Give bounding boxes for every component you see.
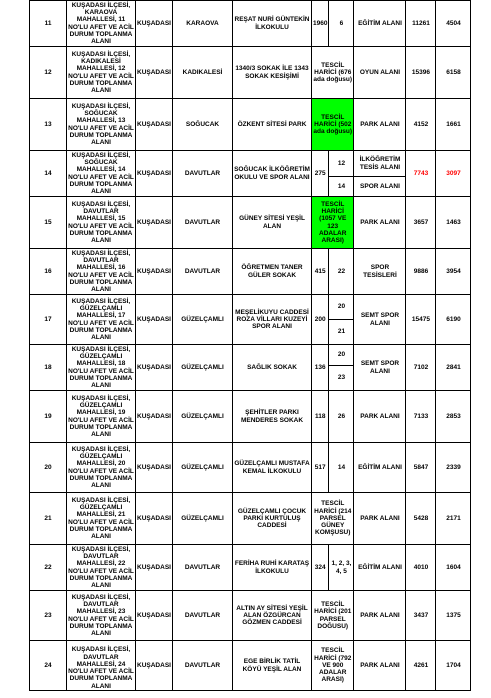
row-number: 19 xyxy=(30,391,67,443)
area-type: PARK ALANI xyxy=(354,493,406,545)
district: KUŞADASI xyxy=(136,47,173,99)
location: GÜZELÇAMLI MUSTAFA KEMAL İLKOKULU xyxy=(233,443,312,493)
district: KUŞADASI xyxy=(136,545,173,591)
neighborhood: KADIKALESİ xyxy=(173,47,233,99)
usable-area: 2171 xyxy=(436,493,471,545)
total-area: 3657 xyxy=(406,197,436,249)
area-name: KUŞADASI İLÇESİ, DAVUTLAR MAHALLESİ, 15 NO'LU AFET VE ACİL DURUM TOPLANMA ALANI xyxy=(67,197,136,249)
parcel: 22 xyxy=(329,249,354,295)
area-type: PARK ALANI xyxy=(354,99,406,151)
area-name: KUŞADASI İLÇESİ, DAVUTLAR MAHALLESİ, 22 NO'LU AFET VE ACİL DURUM TOPLANMA ALANI xyxy=(68,545,134,590)
usable-area: 2339 xyxy=(436,443,471,493)
block: 517 xyxy=(312,443,329,493)
neighborhood: DAVUTLAR xyxy=(173,545,233,591)
usable-area: 6158 xyxy=(436,47,471,99)
district: KUŞADASI xyxy=(136,295,173,345)
table-row xyxy=(30,641,471,691)
total-area: 4152 xyxy=(406,99,436,151)
registration-note: TESCİL HARİCİ (676 ada doğusu) xyxy=(312,47,354,99)
neighborhood: GÜZELÇAMLI xyxy=(173,345,233,391)
usable-area: 2841 xyxy=(436,345,471,391)
table-row xyxy=(30,443,471,493)
total-area: 7102 xyxy=(406,345,436,391)
total-area: 9886 xyxy=(406,249,436,295)
row-number: 12 xyxy=(30,47,67,99)
location: MEŞELİKUYU CADDESİ ROZA VİLLARI KUZEYİ SPOR ALANI xyxy=(233,295,312,345)
registration-note: TESCİL HARİCİ (201 PARSEL DOĞUSU) xyxy=(312,591,354,641)
district: KUŞADASI xyxy=(136,197,173,249)
parcel: 23 xyxy=(329,366,354,391)
neighborhood: GÜZELÇAMLI xyxy=(173,443,233,493)
neighborhood: SOĞUCAK xyxy=(173,99,233,151)
total-area: 15475 xyxy=(406,295,436,345)
total-area: 7133 xyxy=(406,391,436,443)
parcel: 1, 2, 3, 4, 5 xyxy=(329,545,354,591)
area-type: PARK ALANI xyxy=(354,197,406,249)
parcel: 20 xyxy=(329,345,354,366)
registration-note: TESCİL HARİCİ (792 VE 900 ADALAR ARASI) xyxy=(312,641,354,691)
neighborhood: GÜZELÇAMLI xyxy=(173,391,233,443)
usable-area: 1704 xyxy=(436,641,471,691)
district: KUŞADASI xyxy=(136,345,173,391)
table-row xyxy=(30,345,471,366)
location: GÜZELÇAMLI ÇOCUK PARKI KURTULUŞ CADDESİ xyxy=(233,493,312,545)
table-row xyxy=(30,99,471,151)
area-type: OYUN ALANI xyxy=(354,47,406,99)
row-number: 11 xyxy=(30,1,67,47)
area-name: KUŞADASI İLÇESİ, SOĞUCAK MAHALLESİ, 13 NO'LU AFET VE ACİL DURUM TOPLANMA ALANI xyxy=(67,99,136,151)
area-name: KUŞADASI İLÇESİ, GÜZELÇAMLI MAHALLESİ, 21 NO'LU AFET VE ACİL DURUM TOPLANMA ALANI xyxy=(67,493,136,545)
block: 118 xyxy=(312,391,329,443)
table-row xyxy=(30,391,471,443)
block: 200 xyxy=(312,295,329,345)
neighborhood: DAVUTLAR xyxy=(173,591,233,641)
registration-note: TESCİL HARİCİ (1057 VE 123 ADALAR ARASI) xyxy=(312,197,354,249)
location: SOĞUCAK İLKÖĞRETİM OKULU VE SPOR ALANI xyxy=(233,151,312,197)
area-type: EĞİTİM ALANI xyxy=(354,443,406,493)
usable-area: 6190 xyxy=(436,295,471,345)
usable-area: 1463 xyxy=(436,197,471,249)
area-name: KUŞADASI İLÇESİ, DAVUTLAR MAHALLESİ, 24 NO'LU AFET VE ACİL DURUM TOPLANMA ALANI xyxy=(67,641,136,691)
table-row xyxy=(30,493,471,545)
area-name: KUŞADASI İLÇESİ, GÜZELÇAMLI MAHALLESİ, 19 NO'LU AFET VE ACİL DURUM TOPLANMA ALANI xyxy=(67,391,136,443)
parcel: 14 xyxy=(329,443,354,493)
area-name: KUŞADASI İLÇESİ, KADIKALESİ MAHALLESİ, 12 NO'LU AFET VE ACİL DURUM TOPLANMA ALANI xyxy=(67,47,136,99)
usable-area: 1661 xyxy=(436,99,471,151)
total-area: 4261 xyxy=(406,641,436,691)
location: REŞAT NURİ GÜNTEKİN İLKOKULU xyxy=(233,1,312,47)
total-area: 5847 xyxy=(406,443,436,493)
row-number: 21 xyxy=(30,493,67,545)
row-number: 23 xyxy=(30,591,67,641)
usable-area: 3097 xyxy=(436,151,471,197)
area-name: KUŞADASI İLÇESİ, GÜZELÇAMLI MAHALLESİ, 20 NO'LU AFET VE ACİL DURUM TOPLANMA ALANI xyxy=(67,443,136,493)
registration-note: TESCİL HARİCİ (214 PARSEL GÜNEY KOMŞUSU) xyxy=(312,493,354,545)
area-name: KUŞADASI İLÇESİ, KARAOVA MAHALLESİ, 11 NO'LU AFET VE ACİL DURUM TOPLANMA ALANI xyxy=(68,1,134,46)
district: KUŞADASI xyxy=(136,493,173,545)
total-area: 5428 xyxy=(406,493,436,545)
row-number: 14 xyxy=(30,151,67,197)
row-number: 18 xyxy=(30,345,67,391)
area-type: İLKÖĞRETİM TESİS ALANI xyxy=(354,151,406,177)
district: KUŞADASI xyxy=(136,99,173,151)
row-number: 22 xyxy=(30,545,67,591)
total-area: 4010 xyxy=(406,545,436,591)
table-row xyxy=(30,545,471,591)
block: 324 xyxy=(312,545,329,591)
table-row xyxy=(30,249,471,295)
district: KUŞADASI xyxy=(136,443,173,493)
parcel: 14 xyxy=(329,177,354,197)
district: KUŞADASI xyxy=(136,591,173,641)
parcel: 12 xyxy=(329,151,354,177)
block: 415 xyxy=(312,249,329,295)
area-type: PARK ALANI xyxy=(354,391,406,443)
location: FERİHA RUHİ KARATAŞ İLKOKULU xyxy=(233,545,312,591)
area-type: PARK ALANI xyxy=(354,641,406,691)
total-area: 11261 xyxy=(406,1,436,47)
neighborhood: GÜZELÇAMLI xyxy=(173,493,233,545)
row-number: 17 xyxy=(30,295,67,345)
table-row xyxy=(30,47,471,99)
row-number: 20 xyxy=(30,443,67,493)
usable-area: 4504 xyxy=(436,1,471,47)
district: KUŞADASI xyxy=(136,151,173,197)
row-number: 15 xyxy=(30,197,67,249)
area-name: KUŞADASI İLÇESİ, GÜZELÇAMLI MAHALLESİ, 18 NO'LU AFET VE ACİL DURUM TOPLANMA ALANI xyxy=(68,345,134,390)
row-number: 13 xyxy=(30,99,67,151)
area-type: SPOR TESİSLERİ xyxy=(354,249,406,295)
location: GÜNEY SİTESİ YEŞİL ALAN xyxy=(233,197,312,249)
usable-area: 1604 xyxy=(436,545,471,591)
district: KUŞADASI xyxy=(136,391,173,443)
area-type: SPOR ALANI xyxy=(354,177,406,197)
neighborhood: GÜZELÇAMLI xyxy=(173,295,233,345)
location: ÖĞRETMEN TANER GÜLER SOKAK xyxy=(233,249,312,295)
area-type: SEMT SPOR ALANI xyxy=(354,345,406,391)
district: KUŞADASI xyxy=(136,641,173,691)
total-area: 15396 xyxy=(406,47,436,99)
location: 1340/3 SOKAK İLE 1343 SOKAK KESİŞİMİ xyxy=(233,47,312,99)
registration-note: TESCİL HARİCİ (502 ada doğusu) xyxy=(312,99,354,151)
area-name: KUŞADASI İLÇESİ, DAVUTLAR MAHALLESİ, 16 NO'LU AFET VE ACİL DURUM TOPLANMA ALANI xyxy=(68,249,134,294)
area-name: KUŞADASI İLÇESİ, GÜZELÇAMLI MAHALLESİ, 17 NO'LU AFET VE ACİL DURUM TOPLANMA ALANI xyxy=(67,295,136,345)
location: ŞEHİTLER PARKI MENDERES SOKAK xyxy=(233,391,312,443)
table-row xyxy=(30,1,471,47)
table-row xyxy=(30,295,471,320)
row-number: 16 xyxy=(30,249,67,295)
location: SAĞLIK SOKAK xyxy=(233,345,312,391)
block: 136 xyxy=(312,345,329,391)
total-area: 3437 xyxy=(406,591,436,641)
area-type: PARK ALANI xyxy=(354,591,406,641)
parcel: 26 xyxy=(329,391,354,443)
district: KUŞADASI xyxy=(136,249,173,295)
area-name: KUŞADASI İLÇESİ, SOĞUCAK MAHALLESİ, 14 NO'LU AFET VE ACİL DURUM TOPLANMA ALANI xyxy=(68,151,134,196)
area-type: EĞİTİM ALANI xyxy=(354,1,406,47)
total-area: 7743 xyxy=(406,151,436,197)
assembly-areas-table xyxy=(29,0,471,691)
block: 275 xyxy=(312,151,329,197)
table-row xyxy=(30,197,471,249)
table-row xyxy=(30,151,471,177)
table-row xyxy=(30,591,471,641)
usable-area: 3954 xyxy=(436,249,471,295)
area-type: EĞİTİM ALANI xyxy=(354,545,406,591)
neighborhood: DAVUTLAR xyxy=(173,151,233,197)
usable-area: 1375 xyxy=(436,591,471,641)
area-type: SEMT SPOR ALANI xyxy=(354,295,406,345)
parcel: 21 xyxy=(329,320,354,345)
neighborhood: DAVUTLAR xyxy=(173,249,233,295)
location: ÖZKENT SİTESİ PARK xyxy=(233,99,312,151)
area-name: KUŞADASI İLÇESİ, DAVUTLAR MAHALLESİ, 23 NO'LU AFET VE ACİL DURUM TOPLANMA ALANI xyxy=(67,591,136,641)
neighborhood: KARAOVA xyxy=(173,1,233,47)
neighborhood: DAVUTLAR xyxy=(173,197,233,249)
row-number: 24 xyxy=(30,641,67,691)
usable-area: 2853 xyxy=(436,391,471,443)
district: KUŞADASI xyxy=(136,1,173,47)
location: ALTIN AY SİTESİ YEŞİL ALAN ÖZGÜRCAN GÖZMEN CADDESİ xyxy=(233,591,312,641)
parcel: 6 xyxy=(329,1,354,47)
parcel: 20 xyxy=(329,295,354,320)
neighborhood: DAVUTLAR xyxy=(173,641,233,691)
location: EGE BİRLİK TATİL KÖYÜ YEŞİL ALAN xyxy=(233,641,312,691)
block: 1960 xyxy=(312,1,329,47)
